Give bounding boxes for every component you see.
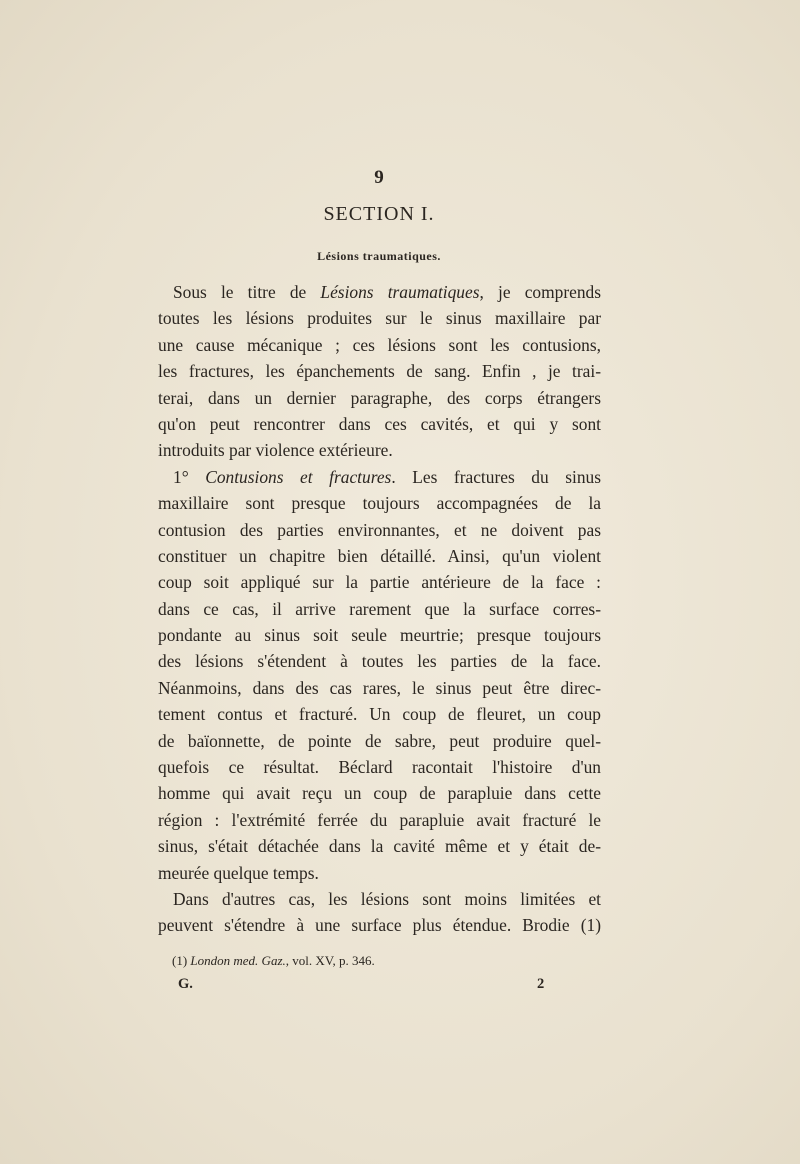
sheet-number: 2 <box>537 976 545 992</box>
text-line: des lésions s'étendent à toutes les parties de la face. <box>158 651 601 672</box>
text-line: tement contus et fracturé. Un coup de fleuret, un coup <box>158 704 601 725</box>
text-line: meurée quelque temps. <box>158 862 319 883</box>
text-line: Néanmoins, dans des cas rares, le sinus peut être direc- <box>158 677 601 698</box>
text-line: constituer un chapitre bien détaillé. Ainsi, qu'un violent <box>158 545 601 566</box>
text-line: 1° Contusions et fractures. Les fractures du sinus <box>173 466 602 487</box>
text-line: Dans d'autres cas, les lésions sont moins limitées et <box>173 888 601 909</box>
text-line: région : l'extrémité ferrée du parapluie avait fracturé le <box>158 809 601 830</box>
signature-mark: G. <box>178 976 193 992</box>
text-line: les fractures, les épanchements de sang. Enfin , je trai- <box>158 361 601 382</box>
text-line: terai, dans un dernier paragraphe, des corps étrangers <box>158 387 601 408</box>
page-number: 9 <box>374 167 384 188</box>
text-line: une cause mécanique ; ces lésions sont les contusions, <box>158 334 601 355</box>
text-line: peuvent s'étendre à une surface plus étendue. Brodie (1) <box>158 915 601 936</box>
text-line: maxillaire sont presque toujours accompagnées de la <box>158 493 601 514</box>
text-line: toutes les lésions produites sur le sinus maxillaire par <box>158 308 601 329</box>
body-text <box>158 279 601 939</box>
text-line: sinus, s'était détachée dans la cavité même et y était de- <box>158 836 601 857</box>
text-line: quefois ce résultat. Béclard racontait l'histoire d'un <box>158 757 601 778</box>
section-title: SECTION I. <box>323 203 435 225</box>
text-line: qu'on peut rencontrer dans ces cavités, et qui y sont <box>158 413 601 434</box>
section-subtitle: Lésions traumatiques. <box>317 249 441 263</box>
text-line: introduits par violence extérieure. <box>158 440 393 461</box>
text-line: dans ce cas, il arrive rarement que la surface corres- <box>158 598 601 619</box>
text-line: homme qui avait reçu un coup de parapluie dans cette <box>158 783 601 804</box>
text-line: Sous le titre de Lésions traumatiques, je comprends <box>173 282 602 302</box>
text-line: contusion des parties environnantes, et ne doivent pas <box>158 519 601 540</box>
text-line: de baïonnette, de pointe de sabre, peut produire quel- <box>158 730 601 751</box>
footnote: (1) London med. Gaz., vol. XV, p. 346. <box>172 953 375 968</box>
text-line: coup soit appliqué sur la partie antérieure de la face : <box>158 572 601 593</box>
text-line: pondante au sinus soit seule meurtrie; presque toujours <box>158 625 601 646</box>
